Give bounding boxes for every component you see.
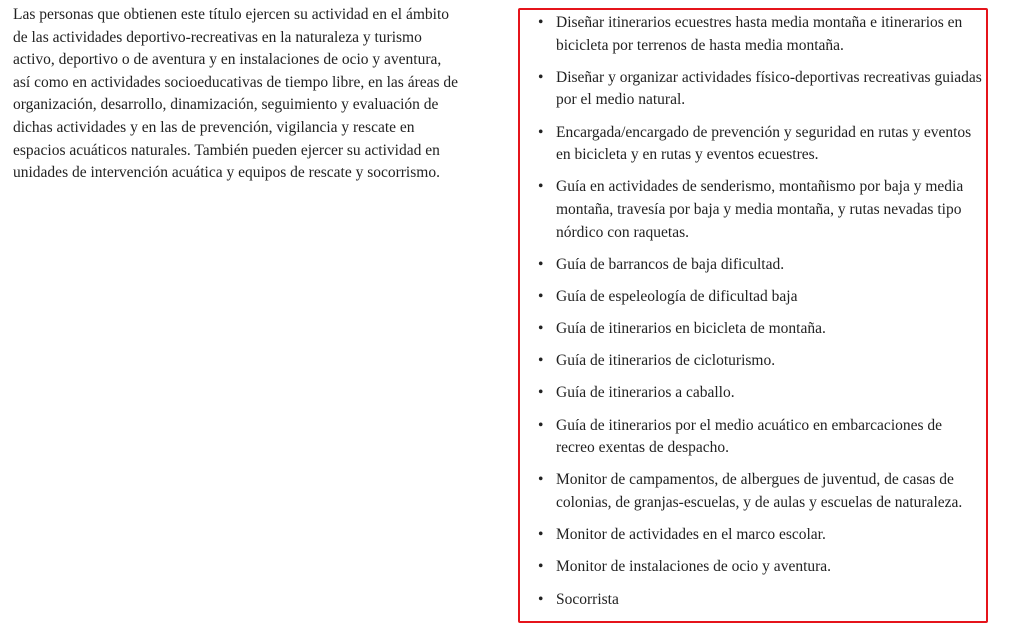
list-item xyxy=(538,122,982,167)
bullet-icon: • xyxy=(538,526,544,544)
list-item xyxy=(538,556,982,579)
list-item-text: Encargada/encargado de prevención y seguridad en rutas y eventos en bicicleta y en rutas y eventos ecuestres. xyxy=(556,123,972,164)
bullet-icon: • xyxy=(538,68,544,86)
list-item-text: Diseñar itinerarios ecuestres hasta media montaña e itinerarios en bicicleta por terrenos de hasta media montaña. xyxy=(556,14,963,54)
list-item xyxy=(538,12,982,57)
bullet-icon: • xyxy=(538,123,544,141)
list-item xyxy=(538,176,982,244)
bullet-icon: • xyxy=(538,255,544,273)
list-item-text: Monitor de actividades en el marco escolar. xyxy=(556,526,826,544)
list-item-text: Guía de itinerarios en bicicleta de montaña. xyxy=(556,320,826,338)
list-item xyxy=(538,286,982,309)
bullet-icon: • xyxy=(538,178,544,196)
list-item-text: Guía de itinerarios de cicloturismo. xyxy=(556,352,776,370)
list-item-text: Monitor de instalaciones de ocio y aventura. xyxy=(556,558,832,576)
list-item-text: Guía de barrancos de baja dificultad. xyxy=(556,255,785,273)
list-item-text: Guía de espeleología de dificultad baja xyxy=(556,287,798,305)
list-item xyxy=(538,382,982,405)
list-item xyxy=(538,415,982,460)
bullet-icon: • xyxy=(538,14,544,31)
highlighted-jobs-box xyxy=(518,8,988,623)
list-item xyxy=(538,67,982,112)
list-item-text: Guía en actividades de senderismo, montañismo por baja y media montaña, travesía por baja y media montaña, y rutas nevadas tipo nórdico con raquetas. xyxy=(556,178,964,241)
bullet-icon: • xyxy=(538,320,544,338)
list-item xyxy=(538,350,982,373)
intro-paragraph: Las personas que obtienen este título ejercen su actividad en el ámbito de las actividades deportivo-recreativas en la naturaleza y turismo activo, deportivo o de aventura y en instalaciones de ocio y aventura, así como en actividades socioeducativas de tiempo libre, en las áreas de organización, desarrollo, dinamización, seguimiento y evaluación de dichas actividades y en las de prevención, vigilancia y rescate en espacios acuáticos naturales. También pueden ejercer su actividad en unidades de intervención acuática y equipos de rescate y socorrismo. xyxy=(13,6,459,182)
list-item-text: Monitor de campamentos, de albergues de juventud, de casas de colonias, de granjas-escuelas, y de aulas y escuelas de naturaleza. xyxy=(556,471,963,512)
list-item xyxy=(538,254,982,277)
list-item-text: Socorrista xyxy=(556,590,619,608)
list-item xyxy=(538,469,982,514)
list-item-text: Guía de itinerarios a caballo. xyxy=(556,384,735,402)
bullet-icon: • xyxy=(538,287,544,305)
list-item xyxy=(538,318,982,341)
list-item xyxy=(538,589,982,612)
bullet-icon: • xyxy=(538,590,544,608)
bullet-icon: • xyxy=(538,384,544,402)
list-item xyxy=(538,524,982,547)
bullet-icon: • xyxy=(538,558,544,576)
bullet-icon: • xyxy=(538,416,544,434)
bullet-icon: • xyxy=(538,471,544,489)
list-item-text: Diseñar y organizar actividades físico-deportivas recreativas guiadas por el medio natural. xyxy=(556,68,982,109)
bullet-icon: • xyxy=(538,352,544,370)
list-item-text: Guía de itinerarios por el medio acuático en embarcaciones de recreo exentas de despacho. xyxy=(556,416,943,457)
jobs-list xyxy=(538,12,982,621)
